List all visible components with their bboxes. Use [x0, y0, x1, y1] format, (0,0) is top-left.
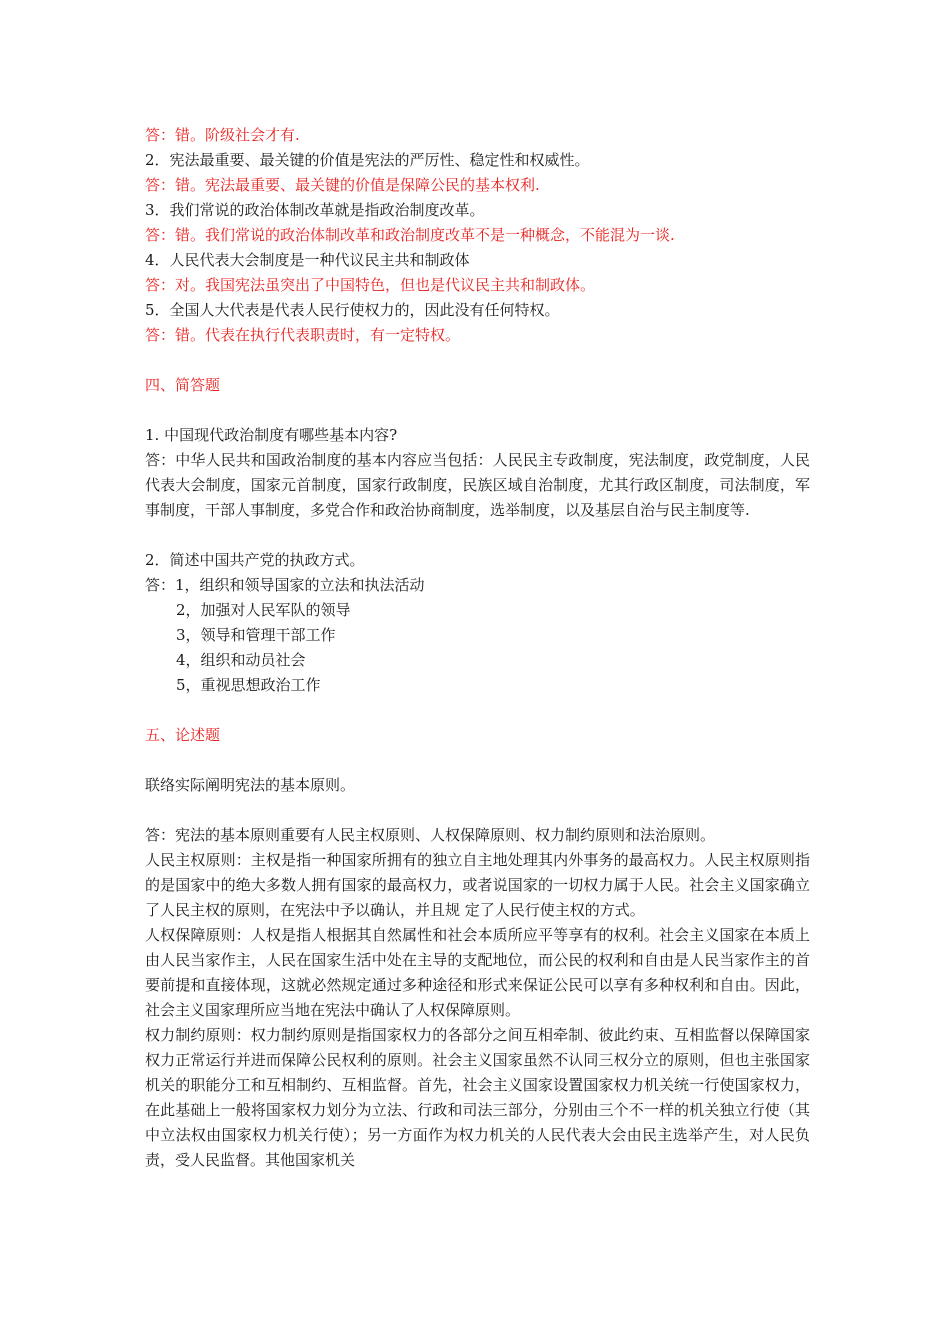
essay-paragraph-people-sovereignty: 人民主权原则：主权是指一种国家所拥有的独立自主地处理其内外事务的最高权力。人民主权原则指的是国家中的绝大多数人拥有国家的最高权力，或者说国家的一切权力属于人民。社会主义国家确立了人民主权的原则，在宪法中予以确认，并且规 定了人民行使主权的方式。: [145, 851, 810, 919]
essay-paragraph-power-restriction: 权力制约原则：权力制约原则是指国家权力的各部分之间互相牵制、彼此约束、互相监督以保障国家权力正常运行并进而保障公民权利的原则。社会主义国家虽然不认同三权分立的原则，但也主张国家机关的职能分工和互相制约、互相监督。首先，社会主义国家设置国家权力机关统一行使国家权力，在此基础上一般将国家权力划分为立法、行政和司法三部分，分别由三个不一样的机关独立行使（其中立法权由国家权力机关行使）；另一方面作为权力机关的人民代表大会由民主选举产生，对人民负责，受人民监督。其他国家机关: [145, 1026, 810, 1169]
short-answer-1: 答：中华人民共和国政治制度的基本内容应当包括：人民民主专政制度，宪法制度，政党制度，人民代表大会制度，国家元首制度，国家行政制度，民族区域自治制度，尤其行政区制度，司法制度，军事制度，干部人事制度，多党合作和政治协商制度，选举制度，以及基层自治与民主制度等.: [145, 451, 810, 519]
tf-answer-2: 答：错。宪法最重要、最关键的价值是保障公民的基本权利.: [145, 176, 540, 194]
spacer: [145, 398, 810, 423]
short-answer-2-item-2: 2，加强对人民军队的领导: [176, 601, 351, 619]
tf-answer-3: 答：错。我们常说的政治体制改革和政治制度改革不是一种概念，不能混为一谈.: [145, 226, 675, 244]
spacer: [145, 523, 810, 548]
short-answer-question-2: 2．简述中国共产党的执政方式。: [145, 551, 365, 569]
essay-question: 联络实际阐明宪法的基本原则。: [145, 776, 356, 794]
essay-body: [145, 848, 810, 1173]
tf-question-3: 3．我们常说的政治体制改革就是指政治制度改革。: [145, 201, 485, 219]
tf-answer-5: 答：错。代表在执行代表职责时，有一定特权。: [145, 326, 461, 344]
spacer: [145, 698, 810, 723]
spacer: [145, 798, 810, 823]
spacer: [145, 748, 810, 773]
document-page: [145, 123, 810, 1173]
tf-answer-1: 答：错。阶级社会才有.: [145, 126, 300, 144]
section-4-heading: 四、简答题: [145, 376, 221, 394]
short-answer-2-item-3: 3，领导和管理干部工作: [176, 626, 336, 644]
short-answer-question-1: 1. 中国现代政治制度有哪些基本内容?: [145, 426, 398, 444]
short-answer-2-item-4: 4，组织和动员社会: [176, 651, 306, 669]
essay-paragraph-human-rights: 人权保障原则：人权是指人根据其自然属性和社会本质所应平等享有的权利。社会主义国家在本质上由人民当家作主，人民在国家生活中处在主导的支配地位，而公民的权利和自由是人民当家作主的首要前提和直接体现，这就必然规定通过多种途径和形式来保证公民可以享有多种权利和自由。因此，社会主义国家理所应当地在宪法中确认了人权保障原则。: [145, 926, 810, 1019]
tf-answer-4: 答：对。我国宪法虽突出了中国特色，但也是代议民主共和制政体。: [145, 276, 596, 294]
short-answer-1-block: [145, 448, 810, 523]
tf-question-2: 2．宪法最重要、最关键的价值是宪法的严厉性、稳定性和权威性。: [145, 151, 590, 169]
short-answer-2-item-1: 答：1，组织和领导国家的立法和执法活动: [145, 576, 425, 594]
tf-question-5: 5．全国人大代表是代表人民行使权力的，因此没有任何特权。: [145, 301, 560, 319]
tf-question-4: 4．人民代表大会制度是一种代议民主共和制政体: [145, 251, 470, 269]
short-answer-2-item-5: 5，重视思想政治工作: [176, 676, 321, 694]
essay-answer-intro: 答：宪法的基本原则重要有人民主权原则、人权保障原则、权力制约原则和法治原则。: [145, 826, 716, 844]
section-5-heading: 五、论述题: [145, 726, 221, 744]
spacer: [145, 348, 810, 373]
